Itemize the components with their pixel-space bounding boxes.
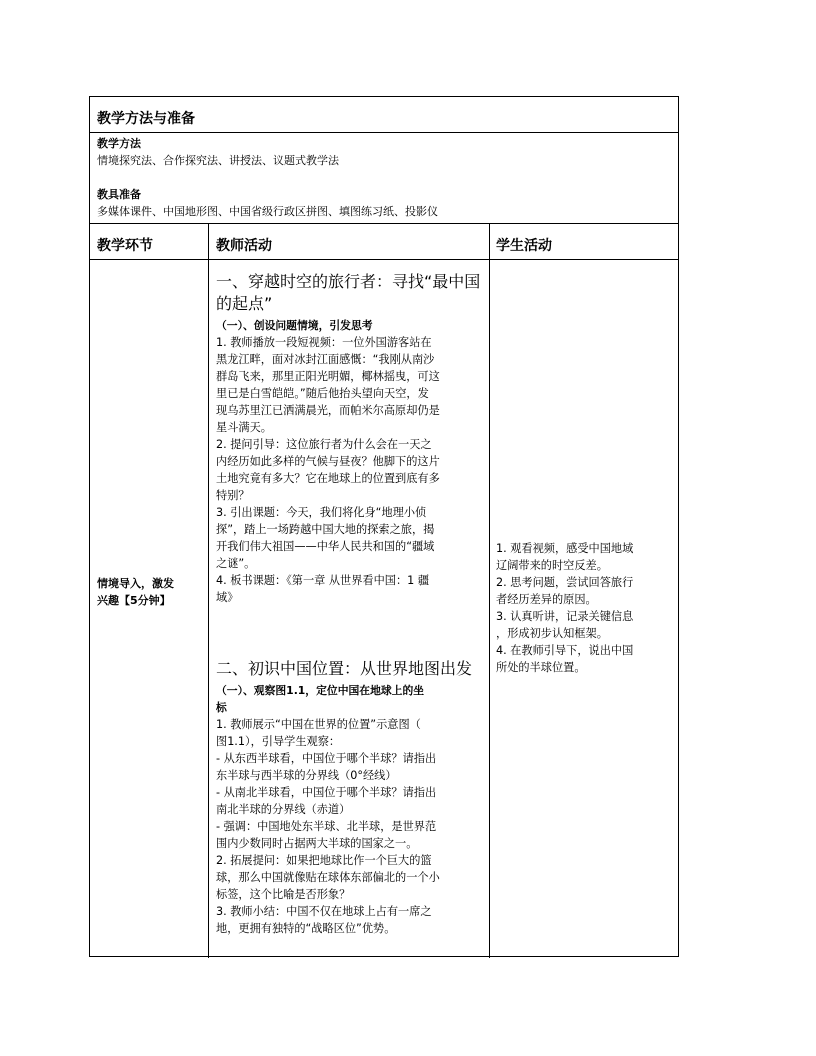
column-divider [208,223,209,958]
stage-label: 情境导入，激发 [97,577,174,590]
paragraph-3: 3. 引出课题：今天，我们将化身“地理小侦 探”，踏上一场跨越中国大地的探索之旅，揭 开我们伟大祖国——中华人民共和国的“疆域 之谜”。 [216,506,435,570]
paragraph-5: 1. 教师展示“中国在世界的位置”示意图（ 图1.1），引导学生观察： - 从东西半球看，中国位于哪个半球？请指出 东半球与西半球的分界线（0°经线） - 从南北半球看，中国位于哪个半球？请指出 南北半球的分界线（赤道） - 强调：中国地处东半球、北半球，是世界范 围内少数同时占据两大半球的国家之一。 [216,718,437,850]
header-teacher: 教师活动 [216,238,272,254]
tools-label: 教具准备 [97,188,141,201]
column-divider [489,223,490,958]
part1-title: 的起点” [216,294,273,313]
paragraph-7: 3. 教师小结：中国不仅在地球上占有一席之 地，更拥有独特的“战略区位”优势。 [216,905,432,935]
methods-text: 情境探究法、合作探究法、讲授法、议题式教学法 [97,154,339,167]
paragraph-6: 2. 拓展提问：如果把地球比作一个巨大的篮 球，那么中国就像贴在球体东部偏北的一个小 标签，这个比喻是否形象？ [216,854,440,901]
header-student: 学生活动 [496,238,552,254]
paragraph-1: 1. 教师播放一段短视频：一位外国游客站在 黑龙江畔，面对冰封江面感慨：“我刚从南沙 群岛飞来，那里正阳光明媚，椰林摇曳，可这 里已是白雪皑皑。”随后他抬头望向天空，发 现乌苏里江已洒满晨光，而帕米尔高原却仍是 星斗满天。 [216,336,440,434]
part2-subtitle: （一）、观察图1.1，定位中国在地球上的坐 [216,684,425,697]
student-activities: 1. 观看视频，感受中国地域 辽阔带来的时空反差。 2. 思考问题，尝试回答旅行 者经历差异的原因。 3. 认真听讲，记录关键信息 ，形成初步认知框架。 4. 在教师引导下，说出中国 所处的半球位置。 [496,542,634,674]
part1-title: 一、穿越时空的旅行者：寻找“最中国 [216,272,481,291]
paragraph-4: 4. 板书课题：《第一章 从世界看中国：1 疆 域》 [216,574,430,604]
divider-line [90,259,678,260]
part2-title: 二、初识中国位置：从世界地图出发 [216,659,473,678]
part2-subtitle: 标 [216,701,227,714]
paragraph-2: 2. 提问引导：这位旅行者为什么会在一天之 内经历如此多样的气候与昼夜？他脚下的这片 土地究竟有多大？它在地球上的位置到底有多 特别？ [216,438,440,502]
methods-label: 教学方法 [97,137,141,150]
part1-subtitle: （一）、创设问题情境，引发思考 [216,319,373,332]
divider-line [90,132,678,133]
section-title: 教学方法与准备 [97,111,195,127]
lesson-plan-table [89,96,679,957]
header-stage: 教学环节 [97,238,153,254]
divider-line [90,223,678,224]
stage-label: 兴趣【5分钟】 [97,594,171,607]
tools-text: 多媒体课件、中国地形图、中国省级行政区拼图、填图练习纸、投影仪 [97,205,438,218]
